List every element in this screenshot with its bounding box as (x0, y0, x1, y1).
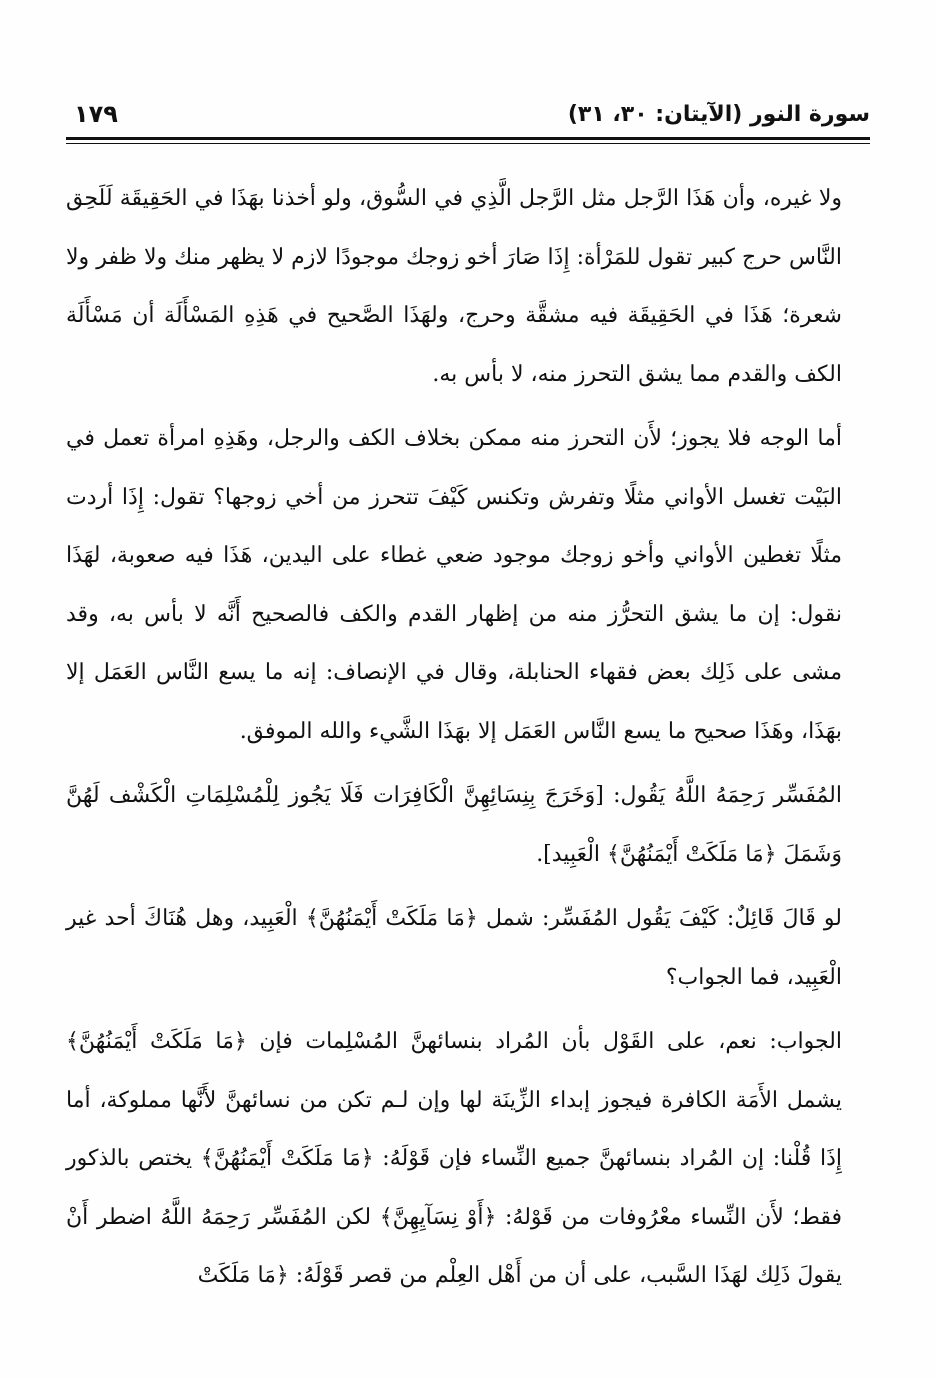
paragraph-3: المُفَسِّر رَحِمَهُ اللَّهُ يَقُول: [وَخَرَجَ بِنِسَائِهِنَّ الْكَافِرَات فَلَا يَجُوز لِلْمُسْلِمَاتِ الْكَشْف لَهُنَّ وَشَمَلَ ﴿مَا مَلَكَتْ أَيْمَنُهُنَّ﴾ الْعَبِيد]. (66, 783, 842, 867)
paragraph-2: أما الوجه فلا يجوز؛ لأَن التحرز منه ممكن بخلاف الكف والرجل، وهَذِهِ امرأة تعمل في البَيْت تغسل الأواني مثلًا وتفرش وتكنس كَيْفَ تتحرز من أخي زوجها؟ تقول: إِذَا أردت مثلًا تغطين الأواني وأخو زوجك موجود ضعي غطاء على اليدين، هَذَا فيه صعوبة، لهَذَا نقول: إن ما يشق التحرُّز منه من إظهار القدم والكف فالصحيح أَنَّه لا بأس به، وقد مشى على ذَلِك بعض فقهاء الحنابلة، وقال في الإنصاف: إنه ما يسع النَّاس العَمَل إلا بهَذَا، وهَذَا صحيح ما يسع النَّاس العَمَل إلا بهَذَا الشَّيء والله الموفق. (66, 426, 842, 744)
paragraph-1: ولا غيره، وأن هَذَا الرَّجل مثل الرَّجل الَّذِي في السُّوق، ولو أخذنا بهَذَا في الحَقِيقَة لَلَحِق النَّاس حرج كبير تقول للمَرْأة: إِذَا صَارَ أخو زوجك موجودًا لازم لا يظهر منك ولا ظفر ولا شعرة؛ هَذَا في الحَقِيقَة فيه مشقَّة وحرج، ولهَذَا الصَّحيح في هَذِهِ المَسْأَلَة أن مَسْأَلَة الكف والقدم مما يشق التحرز منه، لا بأس به. (66, 186, 842, 387)
header-rule-thin (66, 143, 870, 144)
running-header (70, 96, 870, 142)
paragraph-5: الجواب: نعم، على القَوْل بأن المُراد بنسائهنَّ المُسْلِمات فإن ﴿مَا مَلَكَتْ أَيْمَنُهُنَّ﴾ يشمل الأَمَة الكافرة فيجوز إبداء الزِّينَة لها وإن لـم تكن من نسائهنَّ لأَنَّها مملوكة، أما إِذَا قُلْنا: إن المُراد بنسائهنَّ جميع النِّساء فإن قَوْلَهُ: ﴿مَا مَلَكَتْ أَيْمَنُهُنَّ﴾ يختص بالذكور فقط؛ لأَن النِّساء معْرُوفات من قَوْلهُ: ﴿أَوْ نِسَآيِهِنَّ﴾ لكن المُفَسِّر رَحِمَهُ اللَّهُ اضطر أَنْ يقولَ ذَلِك لهَذَا السَّبب، على أن من أَهْل العِلْم من قصر قَوْلَهُ: ﴿مَا مَلَكَتْ (66, 1029, 842, 1288)
page-body (66, 170, 842, 1312)
header-rule-thick (66, 137, 870, 140)
page-number: ١٧٩ (74, 100, 118, 128)
paragraph-4: لو قَالَ قَائِلٌ: كَيْفَ يَقُول المُفَسِّر: شمل ﴿مَا مَلَكَتْ أَيْمَنُهُنَّ﴾ الْعَبِيد، وهل هُنَاكَ أحد غير الْعَبِيد، فما الجواب؟ (66, 906, 842, 990)
surah-title: سورة النور (الآيتان: ٣٠، ٣١) (567, 102, 870, 127)
